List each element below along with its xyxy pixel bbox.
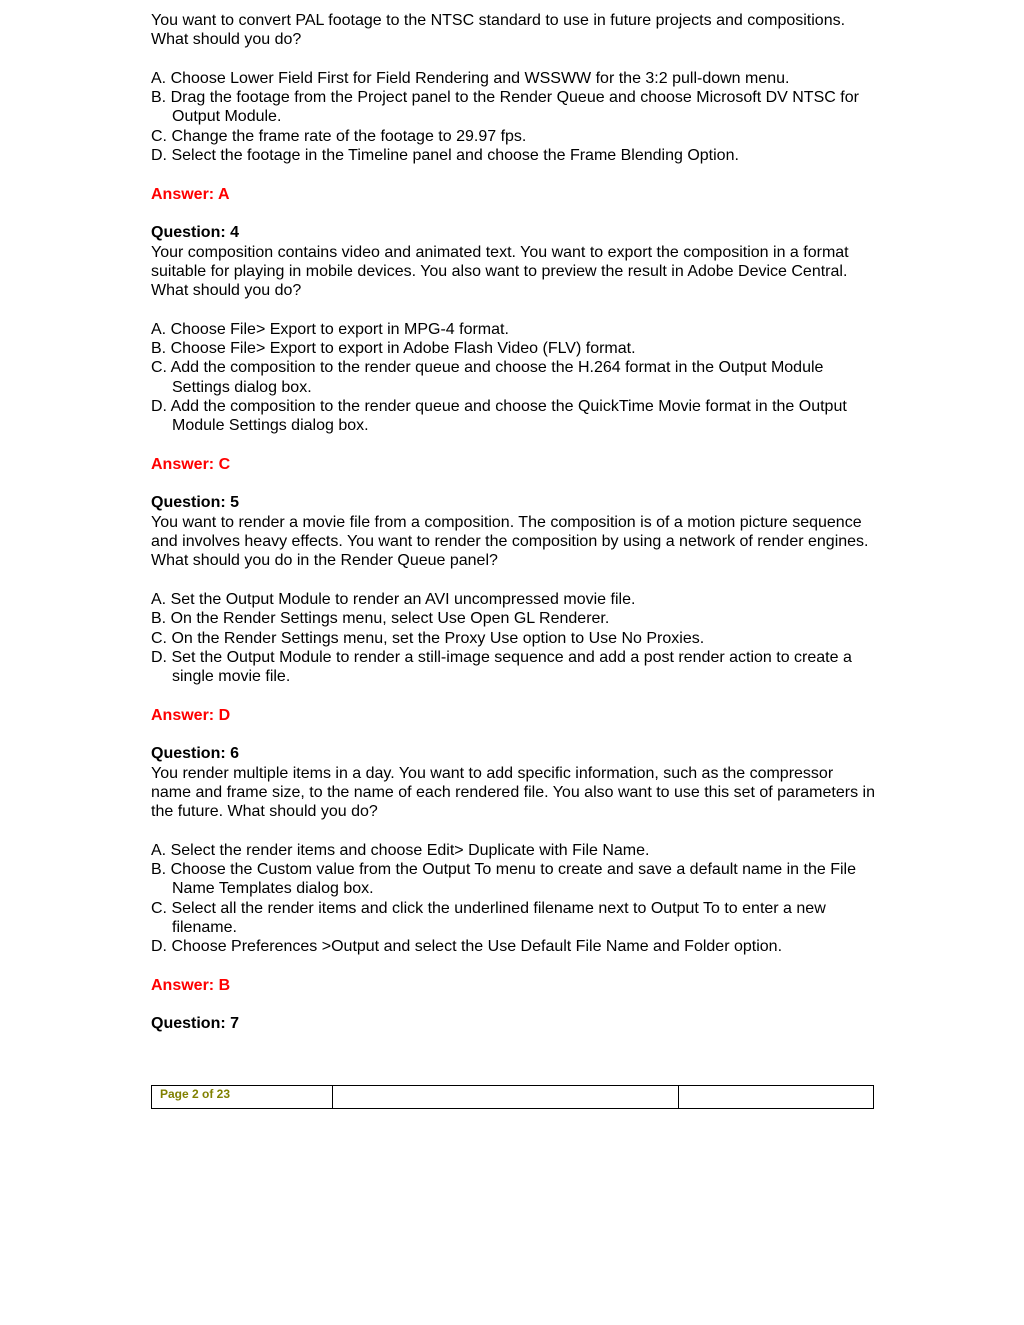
footer-empty-cell [679, 1086, 873, 1108]
question-6-option-a: A. Select the render items and choose Edit> Duplicate with File Name. [151, 841, 650, 859]
question-4-option-c: C. Add the composition to the render queue and choose the H.264 format in the Output Module Settings dialog box. [151, 359, 824, 396]
question-4-option-d: D. Add the composition to the render queue and choose the QuickTime Movie format in the Output Module Settings dialog box. [151, 397, 847, 435]
question-3-option-c: C. Change the frame rate of the footage to 29.97 fps. [151, 127, 527, 145]
question-6-option-d: D. Choose Preferences >Output and select the Use Default File Name and Folder option. [151, 938, 783, 956]
question-6-option-c: C. Select all the render items and click the underlined filename next to Output To to enter a new filename. [151, 899, 826, 936]
question-5-option-d: D. Set the Output Module to render a still-image sequence and add a post render action to create a single movie file. [151, 648, 852, 686]
question-5-stem: You want to render a movie file from a composition. The composition is of a motion picture sequence and involves heavy effects. You want to render the composition by using a network of render engines. What should you do in the Render Queue panel? [151, 513, 869, 570]
footer-empty-cell [333, 1086, 679, 1108]
question-4-answer: Answer: C [151, 455, 231, 473]
question-3-option-b: B. Drag the footage from the Project panel to the Render Queue and choose Microsoft DV NTSC for Output Module. [151, 89, 859, 126]
question-5-title: Question: 5 [151, 494, 240, 512]
question-3-answer: Answer: A [151, 185, 230, 203]
question-4-title: Question: 4 [151, 224, 240, 242]
question-4-option-b: B. Choose File> Export to export in Adobe Flash Video (FLV) format. [151, 340, 636, 358]
question-3-option-d: D. Select the footage in the Timeline panel and choose the Frame Blending Option. [151, 147, 739, 165]
page-content [151, 11, 876, 1034]
question-5-option-a: A. Set the Output Module to render an AVI uncompressed movie file. [151, 590, 636, 608]
question-4-option-a: A. Choose File> Export to export in MPG-4 format. [151, 320, 509, 338]
question-4-stem: Your composition contains video and animated text. You want to export the composition in a format suitable for playing in mobile devices. You also want to preview the result in Adobe Device Central. What should you do? [151, 243, 849, 300]
question-3-stem: You want to convert PAL footage to the NTSC standard to use in future projects and compositions. What should you do? [151, 12, 846, 49]
page-footer-table [151, 1085, 874, 1109]
question-6-option-b: B. Choose the Custom value from the Output To menu to create and save a default name in the File Name Templates dialog box. [151, 861, 856, 898]
question-3-option-a: A. Choose Lower Field First for Field Rendering and WSSWW for the 3:2 pull-down menu. [151, 69, 790, 87]
question-5-option-b: B. On the Render Settings menu, select Use Open GL Renderer. [151, 610, 610, 628]
question-5-answer: Answer: D [151, 706, 231, 724]
question-5-option-c: C. On the Render Settings menu, set the Proxy Use option to Use No Proxies. [151, 629, 705, 647]
question-6-answer: Answer: B [151, 976, 231, 994]
question-7-title: Question: 7 [151, 1015, 240, 1033]
page-number-label: Page 2 of 23 [152, 1086, 333, 1108]
question-6-stem: You render multiple items in a day. You want to add specific information, such as the compressor name and frame size, to the name of each rendered file. You also want to use this set of parameters in the future. What should you do? [151, 764, 875, 821]
question-6-title: Question: 6 [151, 745, 240, 763]
